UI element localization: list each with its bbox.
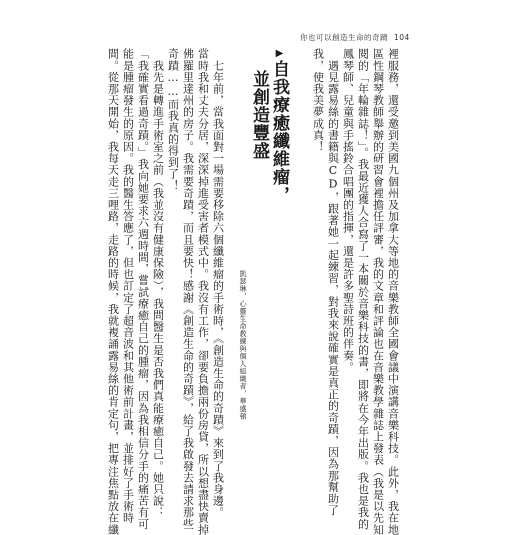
section-heading-continued — [250, 70, 268, 160]
body-bottom-line-2: 當時我和丈夫分居，深深掉進受害者模式中。我沒有工作，卻要負擔兩份房貸，所以想盡快賣掉 — [196, 48, 210, 535]
section-heading — [270, 48, 288, 204]
author-credit: 凱瑟琳，心靈生命教練與個人組織者，華盛頓 — [239, 270, 247, 420]
body-bottom-line-1: 七年前，當我面對一場需要移除六個纖維瘤的手術時，《創造生命的奇蹟》來到了我身邊。 — [211, 48, 225, 519]
heading-marker-icon: ▶ — [274, 48, 285, 60]
body-bottom-line-7: 能是腫瘤發生的原因。我的醫生答應了，但也訂定了超音波和其他術前計畫，並排好了手術時 — [121, 48, 135, 524]
body-top-line-3: 閱的「年輪雜誌！」。我最近獲人合寫了一本關於音樂科技的書，即將在今年出版。我也是我的 — [356, 48, 370, 530]
body-top-line-1: 裡服務，還受邀到美國九個州及加拿大等地的音樂教師全國會議中演講音樂科技。此外，我在地 — [386, 48, 400, 535]
body-bottom-line-5: 我先是轉進手術室之前（我並沒有健康保險），我問醫生是否我們真能療癒自己。她只說： — [151, 48, 165, 519]
heading-line-2: 並創造豐盛 — [249, 70, 269, 160]
body-bottom-line-4: 奇蹟……而我真的得到了！ — [166, 48, 180, 192]
body-top-line-4: 鳳琴師、兒童與手搖鈴合唱團的指揮，還是許多聖詩班的伴奏。 — [341, 48, 355, 373]
body-top-line-5: 遇見露易絲的書籍與CD，跟著她一起練習，對我來說確實是真正的奇蹟，因為那幫助了 — [326, 48, 340, 516]
body-top-line-2: 區性鋼琴教師舉辦的研習會裡擔任評審，我的文章和評論也在音樂教學雜誌上發表（我是以先知 — [371, 48, 385, 535]
body-bottom-line-3: 佛羅里達州的房子。我需要奇蹟，而且要快！感謝《創造生命的奇蹟》，給了我啟發去請求那些 — [181, 48, 195, 530]
page-number: 104 — [394, 33, 410, 42]
book-title: 你也可以創造生命的奇蹟 — [300, 33, 388, 42]
heading-line-1: 自我療癒纖維瘤， — [269, 60, 289, 204]
body-top-line-6: 我，使我美夢成真！ — [311, 48, 325, 153]
body-bottom-line-8: 間。從那天開始，我每天走三哩路，走路的時候，我就複誦露易絲的肯定句，把專注焦點放在纖 — [106, 48, 120, 535]
running-header — [300, 32, 410, 43]
body-bottom-line-6: 「我確實看過奇蹟。」我向她要求六週時間，嘗試療癒自己的腫瘤，因為我相信分手的痛苦有可 — [136, 48, 150, 530]
